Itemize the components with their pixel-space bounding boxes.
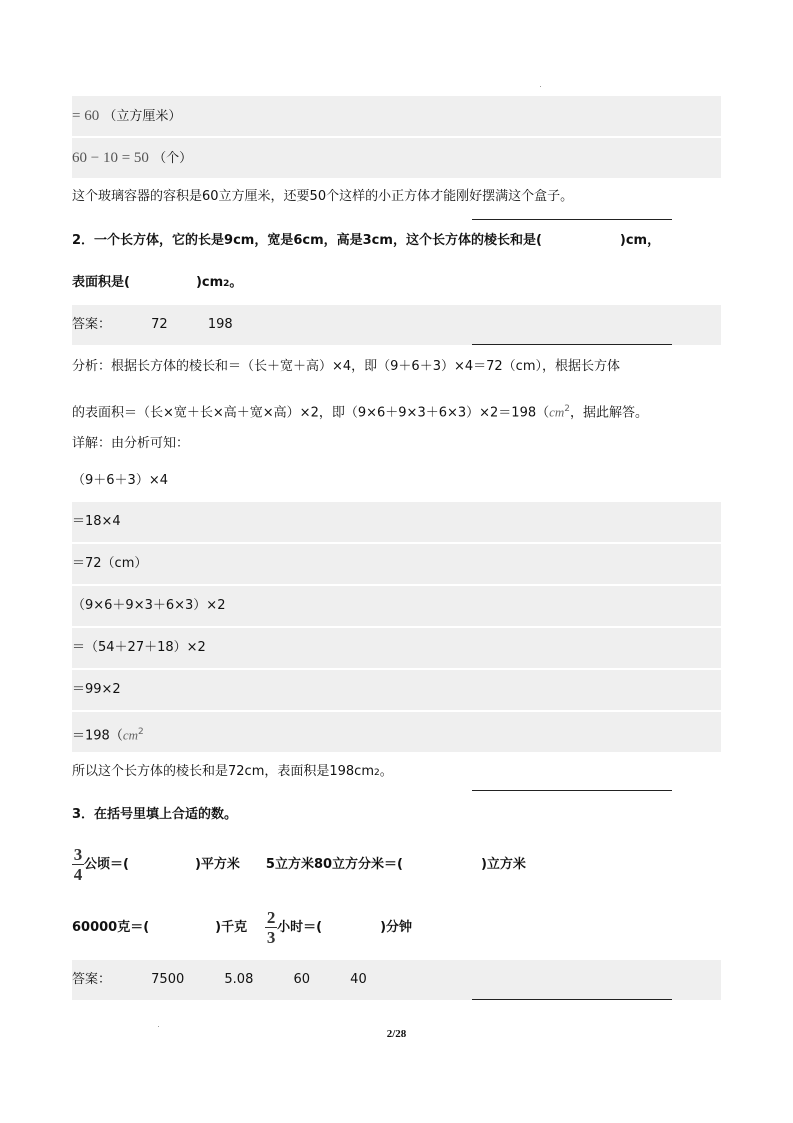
conclusion-text: [72, 182, 721, 212]
analysis-line: [72, 394, 721, 424]
unit-superscript: 2: [373, 768, 380, 778]
analysis-text: 分析：根据长方体的棱长和＝（长＋宽＋高）×4，即（9＋6＋3）×4＝72（cm），根据长方体: [72, 359, 620, 374]
question-text: 表面积是(: [72, 275, 130, 290]
answer-value: 198: [207, 317, 233, 332]
answer-label: 答案：: [72, 317, 112, 332]
answer-value: 60: [293, 972, 311, 987]
unit-cm-image: cm: [122, 727, 138, 743]
question-text: 60000克＝(: [72, 920, 150, 935]
fraction-denominator: 4: [73, 865, 83, 884]
step-text: ＝（54＋27＋18）×2: [72, 640, 206, 655]
conclusion-sentence: 所以这个长方体的棱长和是72cm，表面积是198cm: [72, 764, 374, 779]
analysis-line: [72, 352, 721, 382]
answer-value: 7500: [151, 972, 185, 987]
calc-step: [72, 586, 721, 626]
divider-line: [472, 219, 672, 220]
conclusion-sentence: 。: [379, 764, 393, 779]
scan-dot: [158, 1026, 159, 1027]
question-text: )分钟: [380, 920, 413, 935]
unit-superscript: 2: [138, 727, 144, 737]
step-text: （9×6＋9×3＋6×3）×2: [72, 598, 226, 613]
step-text: （9＋6＋3）×4: [72, 473, 168, 488]
question-text: )cm: [195, 275, 224, 290]
fraction-numerator: 2: [266, 908, 276, 927]
step-text: ＝18×4: [72, 514, 121, 529]
question-text: 公顷＝(: [84, 857, 129, 872]
question-text: 。: [229, 275, 243, 290]
question-text: 2．一个长方体，它的长是9cm，宽是6cm，高是3cm，这个长方体的棱长和是(: [72, 233, 542, 248]
calc-step: [72, 502, 721, 542]
question-text: 5立方米80立方分米＝(: [265, 857, 403, 872]
calc-step: [72, 670, 721, 710]
unit-cm-image: cm: [549, 404, 565, 420]
question-text: )cm，: [619, 233, 661, 248]
question-3-line2: [72, 905, 721, 951]
question-text: 3．在括号里填上合适的数。: [72, 807, 238, 822]
analysis-text: ，据此解答。: [570, 405, 649, 421]
question-text: )平方米: [194, 857, 240, 872]
question-text: 小时＝(: [277, 920, 323, 935]
unit-superscript: 2: [564, 404, 571, 414]
calc-line: [72, 138, 721, 178]
detail-text: 详解：由分析可知：: [72, 436, 190, 451]
calc-expression: = 60: [72, 108, 100, 124]
step-text: ＝72（cm）: [72, 556, 148, 571]
question-3-line1: [72, 842, 721, 888]
calc-step: [72, 462, 721, 500]
fraction: [265, 910, 277, 945]
analysis-text: 的表面积＝（长×宽＋长×高＋宽×高）×2，即（9×6＋9×3＋6×3）×2＝198（: [72, 405, 550, 421]
page-number: 2/28: [386, 1028, 407, 1040]
calc-step: [72, 628, 721, 668]
answer-value: 72: [151, 317, 168, 332]
answer-row: [72, 305, 721, 345]
unit-superscript: 2: [223, 279, 230, 289]
calc-expression: 60 − 10 = 50: [72, 150, 149, 166]
calc-line: [72, 96, 721, 136]
answer-value: 5.08: [224, 972, 254, 987]
question-2-stem: [72, 226, 721, 256]
scan-dot: [540, 86, 541, 87]
answer-row: [72, 960, 721, 1000]
divider-line: [472, 999, 672, 1000]
question-2-stem-line2: [72, 268, 721, 298]
divider-line: [472, 790, 672, 791]
conclusion-sentence: 这个玻璃容器的容积是60立方厘米，还要50个这样的小正方体才能刚好摆满这个盒子。: [72, 189, 574, 204]
calc-step: [72, 712, 721, 752]
question-text: )千克: [215, 920, 248, 935]
detail-label: [72, 430, 721, 458]
fraction-denominator: 3: [266, 928, 276, 947]
question-3-stem: [72, 800, 721, 830]
calc-unit: （立方厘米）: [103, 109, 182, 124]
step-text: ＝198（: [72, 728, 123, 744]
answer-value: 40: [350, 972, 367, 987]
divider-line: [472, 344, 672, 345]
question-text: )立方米: [480, 857, 526, 872]
answer-label: 答案：: [72, 972, 112, 987]
step-text: ＝99×2: [72, 682, 121, 697]
fraction: [72, 847, 84, 882]
fraction-numerator: 3: [73, 845, 83, 864]
calc-step: [72, 544, 721, 584]
conclusion-text: [72, 758, 721, 786]
calc-unit: （个）: [153, 151, 193, 166]
